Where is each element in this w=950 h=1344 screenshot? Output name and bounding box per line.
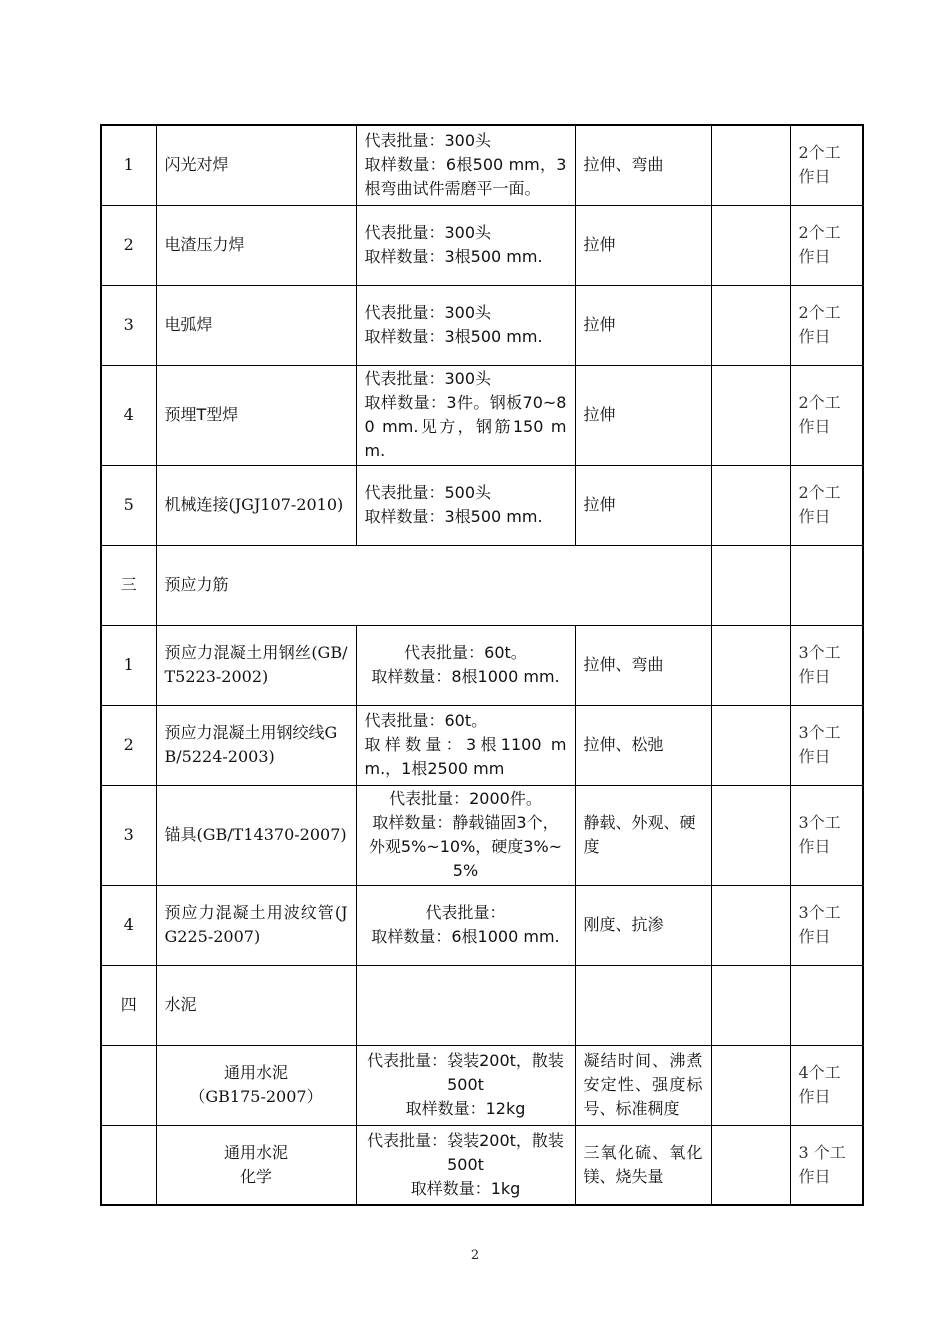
item-name: 预埋T型焊 [156, 365, 356, 465]
turnaround-days [790, 545, 863, 625]
test-items [575, 965, 711, 1045]
blank-cell [711, 365, 790, 465]
table-row [101, 125, 863, 205]
table-row [101, 705, 863, 785]
sampling-spec: 代表批量：300头 取样数量：3根500 mm. [356, 205, 575, 285]
blank-cell [711, 965, 790, 1045]
test-items: 静载、外观、硬度 [575, 785, 711, 885]
test-items: 拉伸 [575, 465, 711, 545]
turnaround-days: 4个工作日 [790, 1045, 863, 1125]
blank-cell [711, 285, 790, 365]
blank-cell [711, 705, 790, 785]
item-name: 机械连接(JGJ107-2010) [156, 465, 356, 545]
turnaround-days: 2个工作日 [790, 205, 863, 285]
row-number: 3 [101, 785, 156, 885]
blank-cell [711, 625, 790, 705]
test-items: 拉伸 [575, 205, 711, 285]
item-name: 通用水泥 （GB175-2007） [156, 1045, 356, 1125]
turnaround-days: 2个工作日 [790, 285, 863, 365]
sampling-spec: 代表批量：2000件。 取样数量：静载锚固3个，外观5%~10%，硬度3%~5% [356, 785, 575, 885]
section-header-row [101, 545, 863, 625]
item-name: 通用水泥 化学 [156, 1125, 356, 1205]
blank-cell [711, 1045, 790, 1125]
blank-cell [711, 125, 790, 205]
blank-cell [711, 785, 790, 885]
test-items: 拉伸 [575, 365, 711, 465]
section-header-row [101, 965, 863, 1045]
sampling-spec: 代表批量：300头 取样数量：3件。钢板70~80 mm.见方，钢筋150 mm. [356, 365, 575, 465]
table-row [101, 285, 863, 365]
row-number [101, 1045, 156, 1125]
test-items: 刚度、抗渗 [575, 885, 711, 965]
sampling-spec: 代表批量：500头 取样数量：3根500 mm. [356, 465, 575, 545]
item-name: 电渣压力焊 [156, 205, 356, 285]
section-number: 四 [101, 965, 156, 1045]
test-items: 拉伸、弯曲 [575, 625, 711, 705]
turnaround-days: 3 个工作日 [790, 1125, 863, 1205]
turnaround-days: 2个工作日 [790, 465, 863, 545]
section-title: 预应力筋 [156, 545, 711, 625]
blank-cell [711, 465, 790, 545]
table-row [101, 205, 863, 285]
turnaround-days: 2个工作日 [790, 125, 863, 205]
item-name: 闪光对焊 [156, 125, 356, 205]
test-items: 拉伸 [575, 285, 711, 365]
row-number: 3 [101, 285, 156, 365]
table-row [101, 465, 863, 545]
item-name: 预应力混凝土用钢绞线GB/5224-2003) [156, 705, 356, 785]
row-number: 1 [101, 625, 156, 705]
section-title: 水泥 [156, 965, 356, 1045]
section-number: 三 [101, 545, 156, 625]
table-row [101, 885, 863, 965]
test-items: 凝结时间、沸煮安定性、强度标号、标准稠度 [575, 1045, 711, 1125]
blank-cell [711, 885, 790, 965]
item-name: 锚具(GB/T14370-2007) [156, 785, 356, 885]
table-row [101, 785, 863, 885]
blank-cell [711, 1125, 790, 1205]
sampling-spec: 代表批量： 取样数量：6根1000 mm. [356, 885, 575, 965]
sampling-spec: 代表批量：袋装200t，散装500t 取样数量：12kg [356, 1045, 575, 1125]
test-items: 拉伸、弯曲 [575, 125, 711, 205]
sampling-spec: 代表批量：60t。 取样数量：3根1100 mm.，1根2500 mm [356, 705, 575, 785]
test-items: 三氧化硫、氧化镁、烧失量 [575, 1125, 711, 1205]
sampling-spec: 代表批量：袋装200t，散装500t 取样数量：1kg [356, 1125, 575, 1205]
turnaround-days [790, 965, 863, 1045]
table-row [101, 1125, 863, 1205]
item-name: 电弧焊 [156, 285, 356, 365]
sampling-spec [356, 965, 575, 1045]
test-items: 拉伸、松弛 [575, 705, 711, 785]
row-number: 5 [101, 465, 156, 545]
row-number: 2 [101, 205, 156, 285]
page-number: 2 [470, 1248, 480, 1263]
blank-cell [711, 545, 790, 625]
row-number: 1 [101, 125, 156, 205]
item-name: 预应力混凝土用波纹管(JG225-2007) [156, 885, 356, 965]
table-row [101, 365, 863, 465]
row-number: 4 [101, 365, 156, 465]
row-number: 2 [101, 705, 156, 785]
item-name: 预应力混凝土用钢丝(GB/T5223-2002) [156, 625, 356, 705]
turnaround-days: 3个工作日 [790, 705, 863, 785]
turnaround-days: 2个工作日 [790, 365, 863, 465]
sampling-spec: 代表批量：300头 取样数量：3根500 mm. [356, 285, 575, 365]
sampling-spec: 代表批量：60t。 取样数量：8根1000 mm. [356, 625, 575, 705]
table-row [101, 625, 863, 705]
turnaround-days: 3个工作日 [790, 625, 863, 705]
table-row [101, 1045, 863, 1125]
turnaround-days: 3个工作日 [790, 885, 863, 965]
turnaround-days: 3个工作日 [790, 785, 863, 885]
test-items-table [100, 124, 864, 1206]
row-number [101, 1125, 156, 1205]
row-number: 4 [101, 885, 156, 965]
blank-cell [711, 205, 790, 285]
sampling-spec: 代表批量：300头 取样数量：6根500 mm，3根弯曲试件需磨平一面。 [356, 125, 575, 205]
